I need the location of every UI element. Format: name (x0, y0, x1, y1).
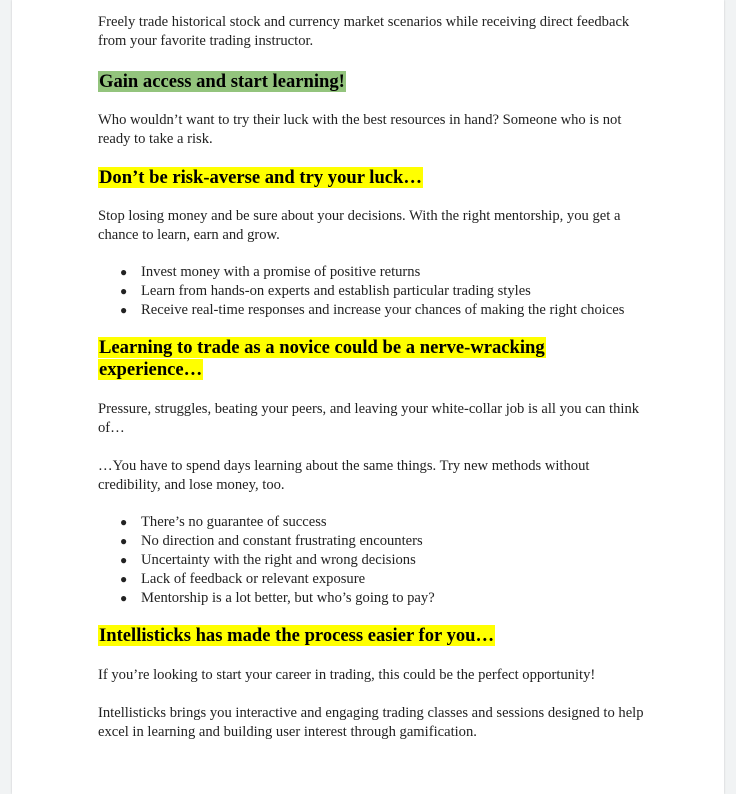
bullet-icon: ● (120, 284, 128, 298)
heading-learning-novice-text: Learning to trade as a novice could be a nerve-wracking experience… (99, 337, 545, 380)
intro-paragraph: Freely trade historical stock and currency market scenarios while receiving direct feedback from your favorite trading instructor. (98, 14, 630, 49)
list-item: ● Mentorship is a lot better, but who’s going to pay? (120, 590, 435, 606)
bullet-icon: ● (120, 591, 128, 605)
paragraph-stop-losing: Stop losing money and be sure about your decisions. With the right mentorship, you get a chance to learn, earn and grow. (98, 208, 621, 243)
paragraph-who-wouldnt: Who wouldn’t want to try their luck with the best resources in hand? Someone who is not ready to take a risk. (98, 112, 622, 147)
list-item: ● Lack of feedback or relevant exposure (120, 571, 366, 587)
heading-intellisticks-text: Intellisticks has made the process easier for you… (99, 625, 495, 646)
heading-risk-averse (98, 167, 648, 189)
list-item: ● Receive real-time responses and increase your chances of making the right choices (120, 302, 625, 318)
heading-learning-novice (98, 337, 648, 381)
bullet-icon: ● (120, 515, 128, 529)
list-item: ● There’s no guarantee of success (120, 514, 327, 530)
heading-gain-access-text: Gain access and start learning! (99, 71, 345, 92)
paragraph-start-career: If you’re looking to start your career in trading, this could be the perfect opportunity! (98, 667, 596, 683)
list-item: ● Uncertainty with the right and wrong decisions (120, 552, 416, 568)
benefits-list (98, 263, 648, 320)
document-page (12, 0, 724, 794)
problems-list (98, 513, 648, 608)
paragraph-intellisticks-brings: Intellisticks brings you interactive and engaging trading classes and sessions designed to help excel in learning and building user interest through gamification. (98, 705, 644, 740)
bullet-icon: ● (120, 534, 128, 548)
list-item: ● No direction and constant frustrating encounters (120, 533, 423, 549)
list-item: ● Learn from hands-on experts and establish particular trading styles (120, 283, 531, 299)
bullet-icon: ● (120, 265, 128, 279)
heading-gain-access (98, 71, 648, 93)
document-body (98, 13, 648, 742)
heading-intellisticks (98, 625, 648, 647)
paragraph-spend-days: …You have to spend days learning about the same things. Try new methods without credibility, and lose money, too. (98, 458, 590, 493)
list-item: ● Invest money with a promise of positive returns (120, 264, 421, 280)
bullet-icon: ● (120, 303, 128, 317)
paragraph-pressure: Pressure, struggles, beating your peers, and leaving your white-collar job is all you can think of… (98, 401, 640, 436)
bullet-icon: ● (120, 553, 128, 567)
heading-risk-averse-text: Don’t be risk-averse and try your luck… (99, 167, 422, 188)
bullet-icon: ● (120, 572, 128, 586)
